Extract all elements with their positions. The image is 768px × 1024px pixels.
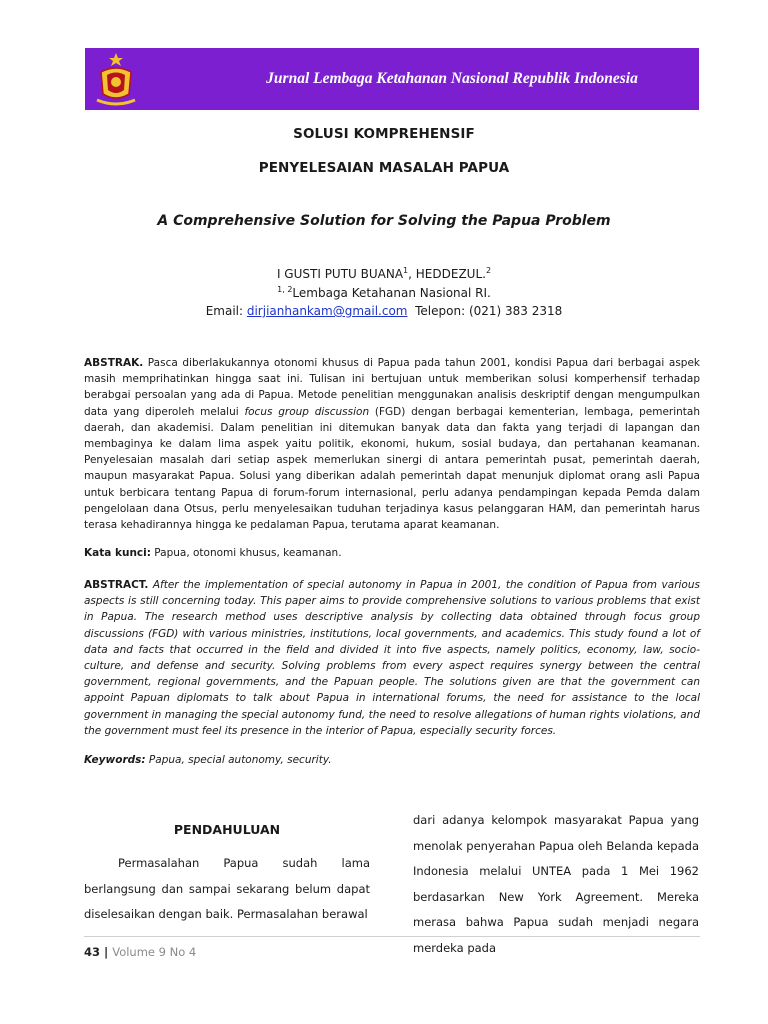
lemhannas-emblem-icon <box>93 50 139 108</box>
abstract-en-text: After the implementation of special autonomy in Papua in 2001, the condition of Papua from various aspects is still concerning today. This paper aims to provide comprehensive solutions to various problems that exist in Papua. The research method uses descriptive analysis by collecting data obtained through focus group discussions (FGD) with various ministries, institutions, local governments, and academics. This study found a lot of data and facts that occurred in the field and divided it into five aspects, namely politics, economy, law, socio-culture, and defense and security. Solving problems from every aspect requires synergy between the central government, regional governments, and the Papuan people. The solutions given are that the government can appoint Papuan diplomats to talk about Papua in international forums, the need for assistance to the local government in managing the special autonomy fund, the need to resolve allegations of human rights violations, and the government must feel its presence in the interior of Papua, especially security forces. <box>84 579 700 737</box>
contact-line <box>0 304 768 318</box>
abstract-id-text-a: Pasca diberlakukannya otonomi khusus di Papua pada tahun 2001, kondisi Papua dari berbagai aspek masih memprihatinkan hingga saat ini. Tulisan ini bertujuan untuk memberikan solusi komperhensif terhadap berabgai persoalan yang ada di Papua. Metode penelitian menggunakan analisis deskriptif dengan mengumpulkan data yang diperoleh melalui <box>84 357 700 418</box>
author-2-sup: 2 <box>485 266 492 275</box>
body-left-column: Permasalahan Papua sudah lama berlangsung dan sampai sekarang belum dapat diselesaikan dengan baik. Permasalahan berawal <box>84 856 370 921</box>
author-1: I GUSTI PUTU BUANA <box>276 267 404 281</box>
keywords-id-label: Kata kunci: <box>84 547 151 559</box>
keywords-english <box>84 752 700 768</box>
affiliation: Lembaga Ketahanan Nasional RI. <box>292 286 491 300</box>
abstract-id-text-b: (FGD) dengan berbagai kementerian, lembaga, pemerintah daerah, dan akademisi. Dalam penelitian ini ditemukan banyak data dan fakta yang terjadi di lapangan dan membaginya ke dalam lima aspek yaitu politik, ekonomi, hukum, sosial budaya, dan pertahanan keamanan. Penyelesaian masalah dari setiap aspek memerlukan sinergi di antara pemerintah pusat, pemerintah daerah, maupun masyarakat Papua. Solusi yang diberikan adalah pemerintah dapat menunjuk diplomat orang asli Papua untuk berbicara tentang Papua di forum-forum internasional, perlu adanya pendampingan kepada Pemda dalam pengelolaan dana Otsus, perlu menyelesaikan tuduhan terjadinya kasus pelanggaran HAM, dan pemerintah harus terasa kehadirannya hingga ke pedalaman Papua, terutama aparat keamanan. <box>84 405 701 532</box>
affiliation-sup: 1, 2 <box>277 285 293 294</box>
email-link[interactable]: dirjianhankam@gmail.com <box>246 304 408 318</box>
journal-banner <box>85 48 699 110</box>
journal-title: Jurnal Lembaga Ketahanan Nasional Republik Indonesia <box>266 70 638 87</box>
author-line <box>0 266 768 281</box>
abstract-english <box>84 577 700 739</box>
keywords-en-text: Papua, special autonomy, security. <box>145 754 332 766</box>
phone: Telepon: (021) 383 2318 <box>407 304 563 318</box>
footer-divider <box>84 936 700 937</box>
keywords-id-text: Papua, otonomi khusus, keamanan. <box>150 547 342 559</box>
article-title-english: A Comprehensive Solution for Solving the Papua Problem <box>157 213 611 229</box>
footer-separator: | <box>104 945 109 959</box>
author-2: , HEDDEZUL. <box>408 267 486 281</box>
abstract-id-label: ABSTRAK. <box>84 357 144 369</box>
abstract-en-label: ABSTRACT. <box>84 579 149 591</box>
abstract-indonesian <box>84 355 700 533</box>
volume-info: Volume 9 No 4 <box>112 945 197 959</box>
author-1-sup: 1 <box>403 266 409 275</box>
page-number: 43 <box>84 945 101 959</box>
affiliation-line <box>0 285 768 300</box>
page-footer <box>84 945 196 959</box>
keywords-en-label: Keywords: <box>84 754 146 766</box>
email-label: Email: <box>205 304 247 318</box>
body-right-column: dari adanya kelompok masyarakat Papua yang menolak penyerahan Papua oleh Belanda kepada Indonesia melalui UNTEA pada 1 Mei 1962 berdasarkan New York Agreement. Mereka merasa bahwa Papua sudah menjadi negara merdeka pada <box>413 813 699 955</box>
article-title-line1: SOLUSI KOMPREHENSIF <box>293 126 475 142</box>
article-title-line2: PENYELESAIAN MASALAH PAPUA <box>258 160 510 176</box>
section-heading-pendahuluan: PENDAHULUAN <box>173 822 281 837</box>
keywords-indonesian <box>84 545 700 561</box>
abstract-id-italic-term: focus group discussion <box>244 405 370 418</box>
